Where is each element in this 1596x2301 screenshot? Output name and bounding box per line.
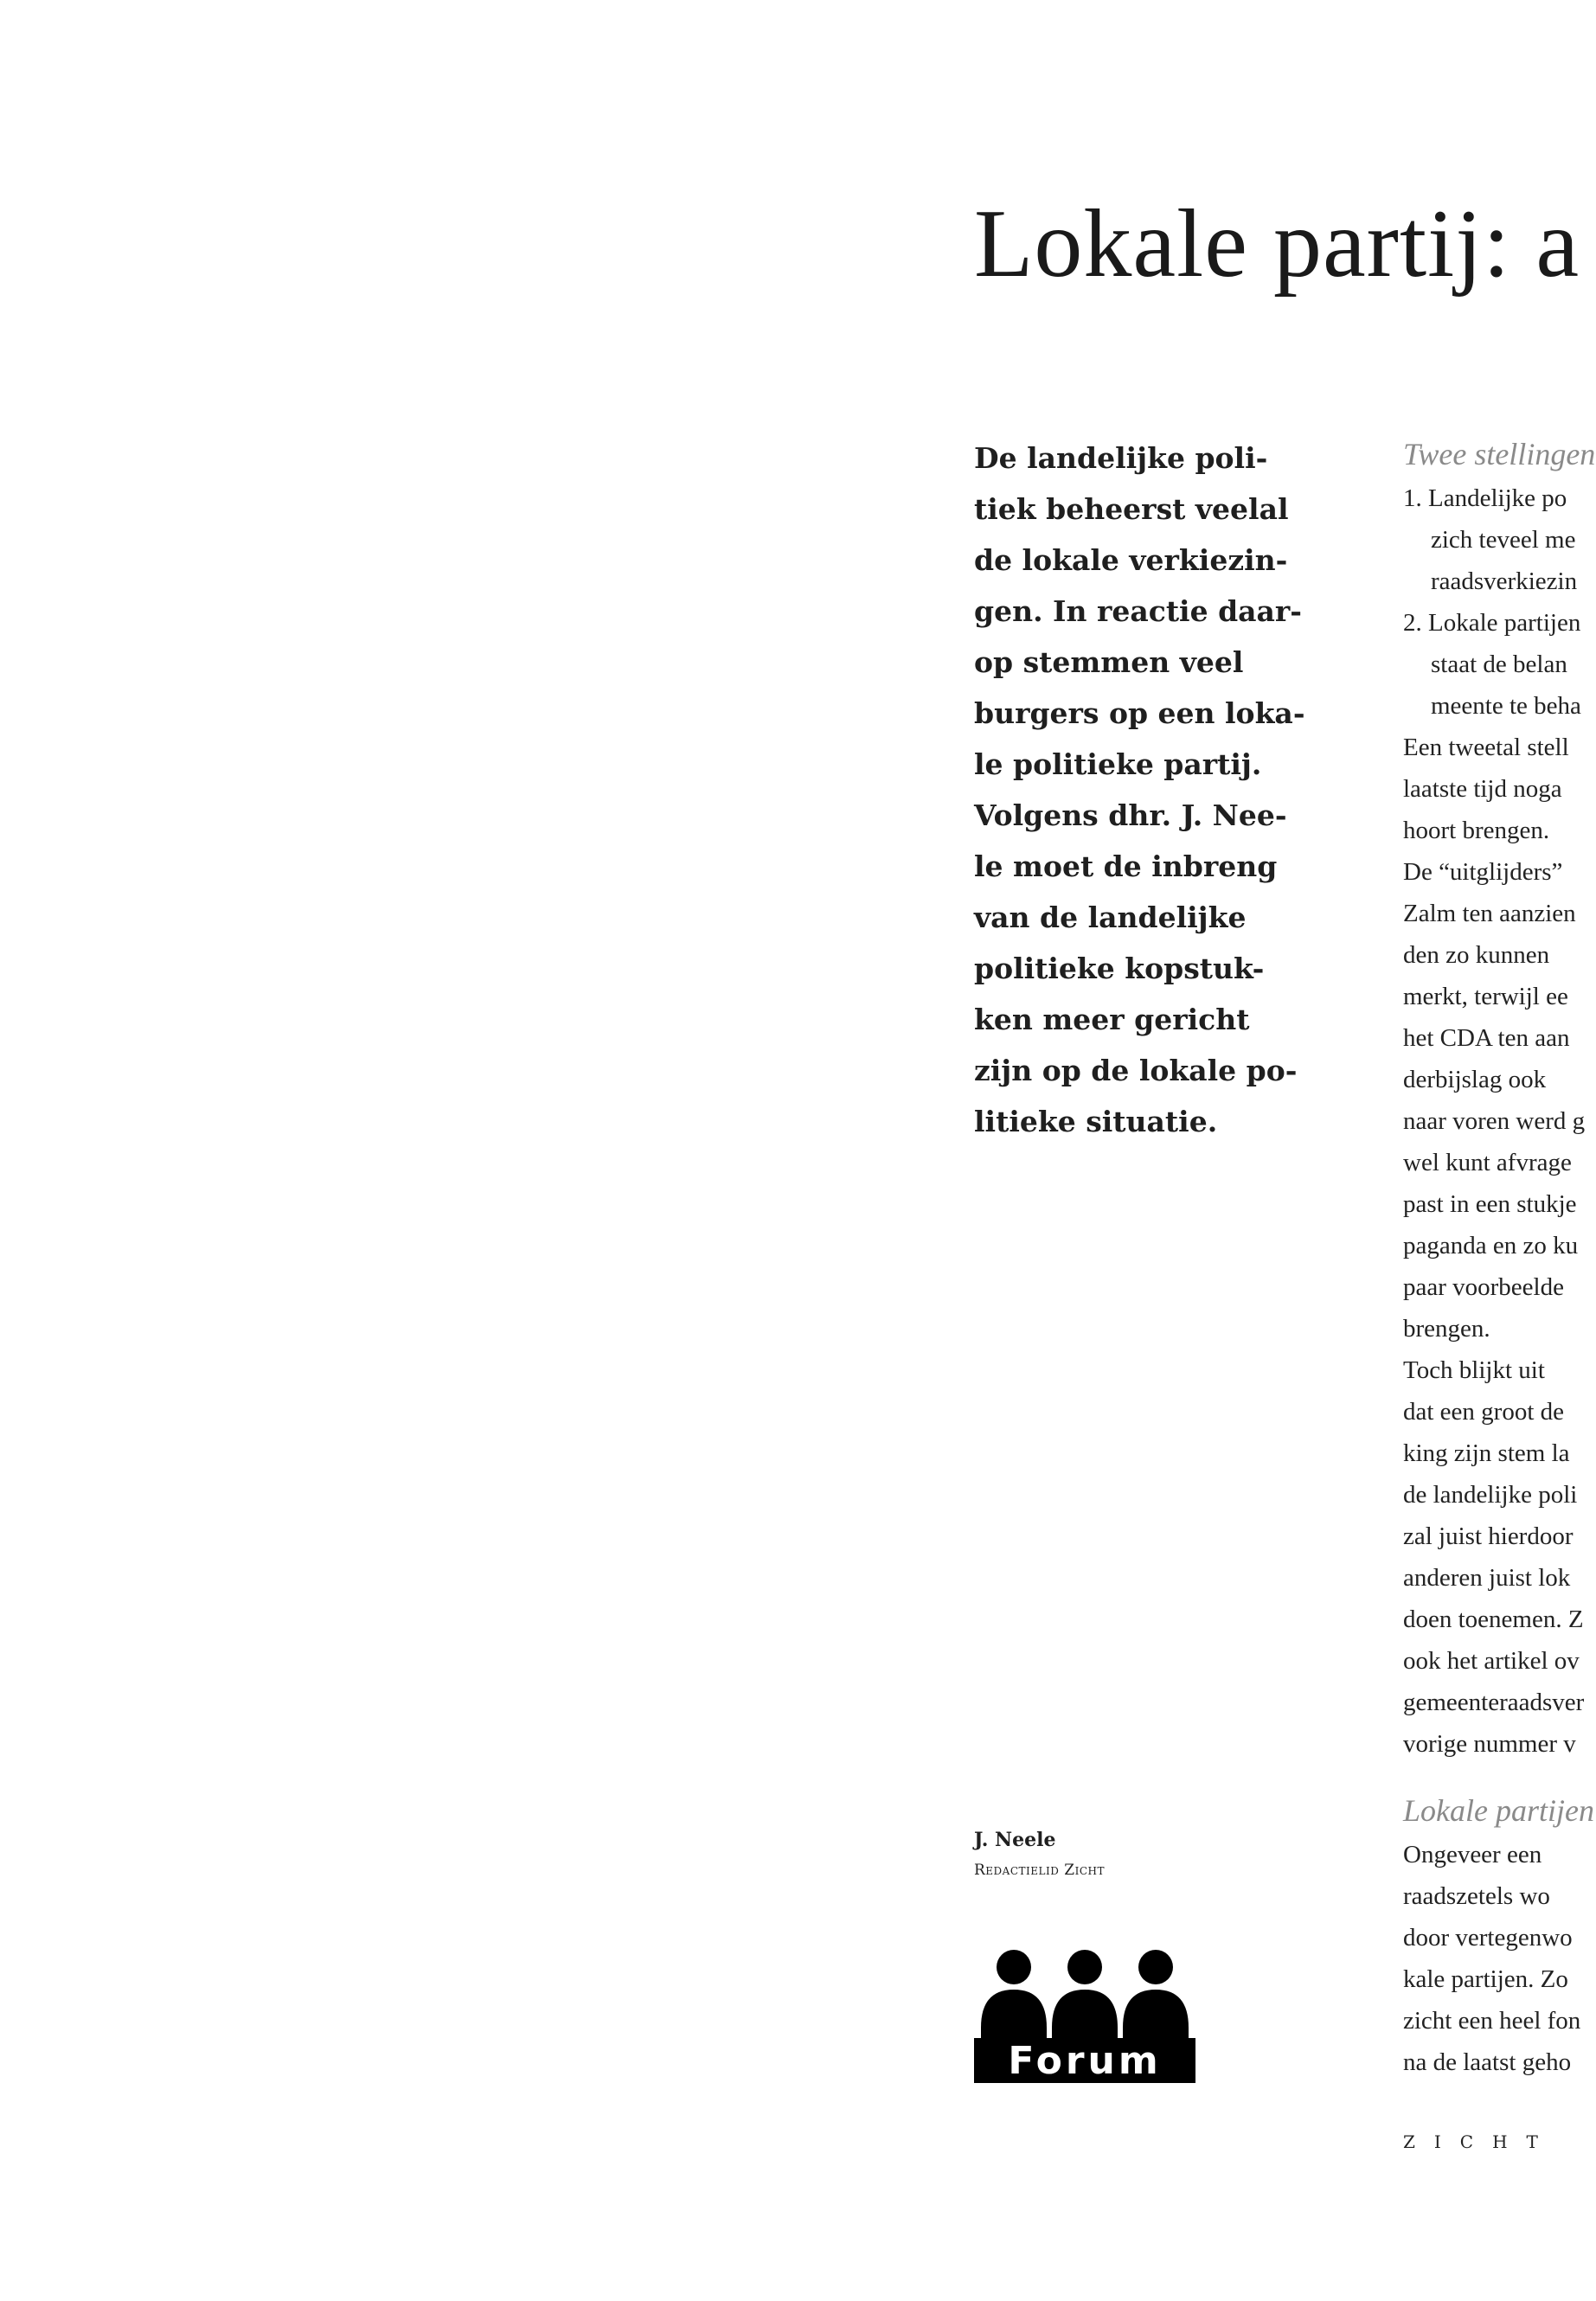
article-title: Lokale partij: a — [974, 190, 1580, 298]
body-column — [1403, 431, 1596, 2083]
intro-line: politieke kopstuk- — [974, 952, 1265, 985]
author-name: J. Neele — [974, 1829, 1056, 1851]
intro-paragraph — [974, 433, 1303, 1147]
intro-line: De landelijke poli- — [974, 441, 1268, 475]
body-line: laatste tijd noga — [1403, 775, 1562, 803]
body-line: hoort brengen. — [1403, 817, 1550, 844]
logo-text: Forum — [1008, 2039, 1162, 2083]
body-line: kale partijen. Zo — [1403, 1965, 1568, 1993]
body-line: wel kunt afvrage — [1403, 1149, 1572, 1176]
body-line: Toch blijkt uit — [1403, 1356, 1545, 1384]
body-line: Ongeveer een — [1403, 1841, 1542, 1868]
author-role: Redactielid Zicht — [974, 1862, 1105, 1879]
intro-line: tiek beheerst veelal — [974, 492, 1289, 526]
body-line: dat een groot de — [1403, 1398, 1565, 1426]
section-heading: Twee stellingen — [1403, 437, 1596, 471]
intro-line: zijn op de lokale po- — [974, 1054, 1298, 1087]
body-line: staat de belan — [1431, 651, 1567, 678]
section-heading: Lokale partijen — [1403, 1793, 1594, 1828]
body-line: anderen juist lok — [1403, 1564, 1571, 1592]
body-line: paar voorbeelde — [1403, 1273, 1564, 1301]
body-line: den zo kunnen — [1403, 941, 1550, 969]
body-line: brengen. — [1403, 1315, 1490, 1343]
intro-line: op stemmen veel — [974, 645, 1244, 679]
body-line: raadszetels wo — [1403, 1882, 1550, 1910]
body-line: Zalm ten aanzien — [1403, 900, 1576, 927]
body-line: raadsverkiezin — [1431, 567, 1578, 595]
intro-line: Volgens dhr. J. Nee- — [974, 798, 1287, 832]
body-line: meente te beha — [1431, 692, 1581, 720]
body-line: gemeenteraadsver — [1403, 1689, 1585, 1716]
body-line: vorige nummer v — [1403, 1730, 1576, 1758]
body-line: zal juist hierdoor — [1403, 1522, 1574, 1550]
body-line: doen toenemen. Z — [1403, 1606, 1584, 1633]
intro-line: gen. In reactie daar- — [974, 594, 1303, 628]
intro-line: burgers op een loka- — [974, 696, 1305, 730]
footer-magazine-name: ZICHT — [1403, 2131, 1557, 2152]
body-line: de landelijke poli — [1403, 1481, 1578, 1509]
body-line: king zijn stem la — [1403, 1439, 1570, 1467]
body-line: naar voren werd g — [1403, 1107, 1586, 1135]
body-line: na de laatst geho — [1403, 2048, 1572, 2076]
body-line: 2. Lokale partijen — [1403, 609, 1581, 637]
intro-line: litieke situatie. — [974, 1105, 1218, 1138]
body-line: Een tweetal stell — [1403, 734, 1569, 761]
forum-logo — [974, 1938, 1195, 2083]
body-line: past in een stukje — [1403, 1190, 1577, 1218]
body-line: ook het artikel ov — [1403, 1647, 1580, 1675]
section-gap — [1403, 1765, 1596, 1787]
intro-line: ken meer gericht — [974, 1003, 1250, 1036]
body-line: door vertegenwo — [1403, 1924, 1573, 1952]
body-line: paganda en zo ku — [1403, 1232, 1579, 1259]
body-line: zicht een heel fon — [1403, 2007, 1581, 2035]
intro-line: le politieke partij. — [974, 747, 1262, 781]
body-line: 1. Landelijke po — [1403, 484, 1567, 512]
body-line: derbijslag ook — [1403, 1066, 1547, 1093]
intro-line: de lokale verkiezin- — [974, 543, 1288, 577]
intro-line: le moet de inbreng — [974, 849, 1278, 883]
body-line: zich teveel me — [1431, 526, 1576, 554]
body-line: het CDA ten aan — [1403, 1024, 1570, 1052]
body-line: merkt, terwijl ee — [1403, 983, 1568, 1010]
intro-line: van de landelijke — [974, 901, 1247, 934]
body-line: De “uitglijders” — [1403, 858, 1563, 886]
